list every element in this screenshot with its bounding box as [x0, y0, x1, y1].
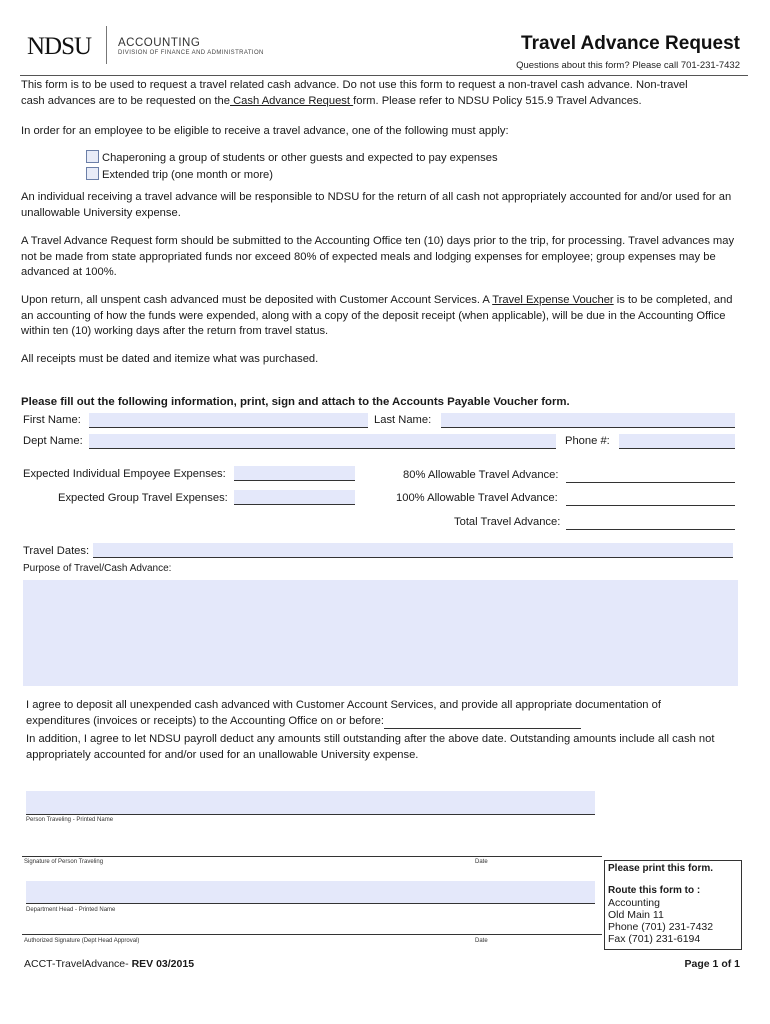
allowable-100-label: 100% Allowable Travel Advance: [396, 492, 558, 504]
dept-name-field[interactable] [89, 434, 556, 449]
return-paragraph [21, 293, 741, 340]
form-instructions-heading: Please fill out the following information, print, sign and attach to the Accounts Payable Voucher form. [21, 396, 570, 408]
return-text-end: is to be completed, and an accounting of how the funds were expended, along with a copy of the deposit receipt (when applicable), will be due in the Accounting Office within ten (10) working days after the return from travel status. [21, 294, 733, 337]
option-label: Extended trip (one month or more) [102, 169, 274, 181]
dept-name-label: Dept Name: [23, 435, 83, 447]
person-printed-name-label: Person Traveling - Printed Name [26, 817, 114, 823]
date-label-1: Date [475, 859, 488, 865]
agreement-paragraph-1 [26, 698, 741, 729]
travel-expense-voucher-link[interactable]: Travel Expense Voucher [492, 294, 614, 306]
authorized-signature-label: Authorized Signature (Dept Head Approval) [24, 938, 140, 944]
route-line: Fax (701) 231-6194 [608, 933, 701, 945]
person-printed-name-field[interactable] [26, 791, 595, 815]
checkbox-extended-trip[interactable] [86, 167, 99, 180]
department-division: DIVISION OF FINANCE AND ADMINISTRATION [118, 50, 264, 56]
intro-paragraph-1 [21, 78, 741, 109]
header-rule [20, 75, 748, 76]
checkbox-chaperoning[interactable] [86, 150, 99, 163]
intro-text: cash advances are to be requested on the [21, 94, 230, 107]
form-title: Travel Advance Request [521, 33, 740, 54]
individual-expenses-field[interactable] [234, 466, 355, 481]
route-heading: Route this form to : [608, 885, 701, 896]
agreement-paragraph-2: In addition, I agree to let NDSU payroll deduct any amounts still outstanding after the above date. Outstanding amounts include all cash not appropriately accounted for and/or used for an unallowable University expense. [26, 733, 715, 761]
allowable-100-field[interactable] [566, 491, 735, 506]
cash-advance-request-link[interactable]: Cash Advance Request [229, 94, 354, 107]
agreement-line-2 [26, 714, 741, 730]
intro-line-1: This form is to be used to request a travel related cash advance. Do not use this form to request a non-travel cash advance. Non-travel [21, 79, 688, 91]
travel-dates-label: Travel Dates: [23, 545, 90, 557]
deposit-date-field[interactable] [384, 717, 581, 729]
signature-line-1[interactable] [22, 856, 602, 857]
total-advance-field[interactable] [566, 515, 735, 530]
submission-paragraph: A Travel Advance Request form should be submitted to the Accounting Office ten (10) days prior to the trip, for processing. Travel advances may not be made from state appropriated funds nor exceed 80% of expected meals and lodging expenses for employee; group expenses may be advanced at 100%. [21, 235, 735, 278]
signature-line-2[interactable] [22, 934, 602, 935]
page-number: Page 1 of 1 [684, 958, 740, 970]
form-code [24, 958, 194, 970]
eligibility-paragraph: In order for an employee to be eligible to receive a travel advance, one of the following must apply: [21, 125, 509, 137]
date-label-2: Date [475, 938, 488, 944]
agreement-text: expenditures (invoices or receipts) to the Accounting Office on or before: [26, 714, 384, 727]
responsibility-paragraph: An individual receiving a travel advance will be responsible to NDSU for the return of all cash not appropriately accounted for and/or used for an unallowable University expense. [21, 191, 732, 219]
purpose-label: Purpose of Travel/Cash Advance: [23, 563, 172, 574]
option-label: Chaperoning a group of students or other guests and expected to pay expenses [102, 152, 498, 164]
group-expenses-field[interactable] [234, 490, 355, 505]
phone-label: Phone #: [565, 435, 610, 447]
form-code-text: ACCT-TravelAdvance- [24, 958, 129, 970]
allowable-80-label: 80% Allowable Travel Advance: [403, 469, 559, 481]
logo-divider [106, 26, 107, 64]
agreement-line-1: I agree to deposit all unexpended cash advanced with Customer Account Services, and provide all appropriate documentation of [26, 699, 661, 711]
routing-box [604, 860, 742, 950]
last-name-field[interactable] [441, 413, 735, 428]
option-extended-trip[interactable] [86, 167, 273, 181]
person-signature-label: Signature of Person Traveling [24, 859, 104, 865]
dept-head-printed-name-field[interactable] [26, 881, 595, 904]
form-revision: REV 03/2015 [131, 958, 195, 970]
return-text: Upon return, all unspent cash advanced must be deposited with Customer Account Services. A [21, 294, 493, 306]
last-name-label: Last Name: [374, 414, 432, 426]
group-expenses-label: Expected Group Travel Expenses: [58, 492, 228, 504]
route-line: Old Main 11 [608, 909, 664, 921]
intro-line-2 [21, 94, 741, 110]
purpose-textarea[interactable] [23, 580, 738, 686]
individual-expenses-label: Expected Individual Empoyee Expenses: [23, 468, 226, 480]
route-line: Accounting [608, 897, 660, 909]
allowable-80-field[interactable] [566, 468, 735, 483]
total-advance-label: Total Travel Advance: [454, 516, 561, 528]
receipts-paragraph: All receipts must be dated and itemize what was purchased. [21, 353, 319, 365]
ndsu-logo: NDSU [27, 33, 92, 60]
first-name-label: First Name: [23, 414, 81, 426]
route-line: Phone (701) 231-7432 [608, 921, 714, 933]
intro-text-end: form. Please refer to NDSU Policy 515.9 Travel Advances. [353, 94, 642, 107]
dept-head-printed-name-label: Department Head - Printed Name [26, 907, 116, 913]
department-name: ACCOUNTING [118, 37, 201, 49]
first-name-field[interactable] [89, 413, 368, 428]
option-chaperoning[interactable] [86, 150, 498, 164]
travel-dates-field[interactable] [93, 543, 733, 558]
print-note: Please print this form. [608, 863, 714, 874]
questions-contact: Questions about this form? Please call 701-231-7432 [516, 60, 740, 71]
phone-field[interactable] [619, 434, 735, 449]
